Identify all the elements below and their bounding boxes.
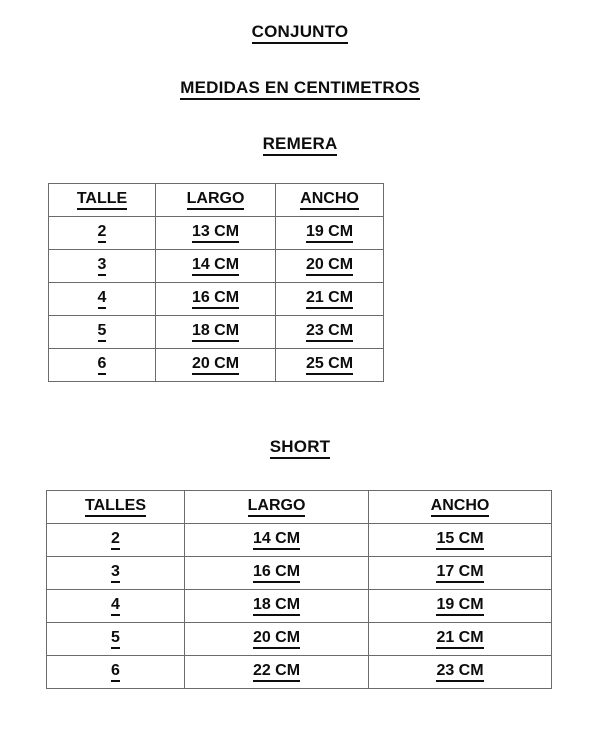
cell-text: 13 CM [192,224,239,243]
table-row [47,656,552,689]
column-header-ancho [369,491,552,524]
cell-ancho [369,656,552,689]
cell-text: 18 CM [192,323,239,342]
cell-largo [156,349,276,382]
table-row [47,524,552,557]
table-row [47,623,552,656]
table-header-row [47,491,552,524]
cell-text: 2 [98,224,107,243]
cell-ancho [369,590,552,623]
cell-text: 16 CM [192,290,239,309]
cell-talle [47,623,185,656]
table-row [49,283,384,316]
cell-text: 25 CM [306,356,353,375]
table-row [49,349,384,382]
cell-text: 21 CM [306,290,353,309]
cell-text: 19 CM [436,597,483,616]
cell-text: 3 [111,564,120,583]
size-table-remera [48,183,384,382]
cell-text: 17 CM [436,564,483,583]
cell-text: 22 CM [253,663,300,682]
table-row [49,217,384,250]
cell-talle [49,349,156,382]
cell-ancho [369,524,552,557]
section-heading-remera-text: REMERA [263,135,338,156]
cell-talle [49,217,156,250]
cell-text: 4 [111,597,120,616]
cell-text: 14 CM [253,531,300,550]
page-subtitle-text: MEDIDAS EN CENTIMETROS [180,79,420,100]
column-header-largo [185,491,369,524]
cell-largo [185,557,369,590]
column-header-text: TALLES [85,498,146,517]
cell-text: 20 CM [192,356,239,375]
page-subtitle [0,78,600,100]
table-row [47,590,552,623]
cell-text: 23 CM [306,323,353,342]
cell-text: 19 CM [306,224,353,243]
cell-text: 21 CM [436,630,483,649]
cell-talle [47,590,185,623]
section-heading-short [0,437,600,459]
column-header-talles [47,491,185,524]
column-header-ancho [276,184,384,217]
table-row [49,250,384,283]
cell-text: 23 CM [436,663,483,682]
cell-talle [49,283,156,316]
cell-largo [156,283,276,316]
column-header-text: ANCHO [300,191,359,210]
cell-ancho [276,316,384,349]
column-header-text: LARGO [248,498,306,517]
cell-text: 2 [111,531,120,550]
section-heading-remera [0,134,600,156]
cell-text: 6 [111,663,120,682]
cell-largo [156,316,276,349]
column-header-text: ANCHO [431,498,490,517]
table-header-row [49,184,384,217]
cell-talle [47,524,185,557]
cell-largo [185,656,369,689]
cell-text: 5 [98,323,107,342]
cell-ancho [369,557,552,590]
column-header-text: LARGO [187,191,245,210]
cell-text: 20 CM [306,257,353,276]
cell-largo [156,250,276,283]
column-header-largo [156,184,276,217]
cell-text: 16 CM [253,564,300,583]
cell-text: 6 [98,356,107,375]
cell-ancho [276,250,384,283]
cell-ancho [276,217,384,250]
cell-talle [49,316,156,349]
section-heading-short-text: SHORT [270,438,331,459]
cell-talle [47,656,185,689]
cell-talle [49,250,156,283]
cell-ancho [369,623,552,656]
page-title-text: CONJUNTO [252,23,349,44]
cell-text: 3 [98,257,107,276]
column-header-talle [49,184,156,217]
cell-largo [185,590,369,623]
column-header-text: TALLE [77,191,127,210]
page-title [0,22,600,44]
cell-text: 4 [98,290,107,309]
cell-text: 20 CM [253,630,300,649]
cell-talle [47,557,185,590]
cell-ancho [276,283,384,316]
cell-text: 18 CM [253,597,300,616]
cell-text: 5 [111,630,120,649]
cell-ancho [276,349,384,382]
table-row [49,316,384,349]
size-table-short [46,490,552,689]
cell-text: 15 CM [436,531,483,550]
table-row [47,557,552,590]
cell-largo [185,524,369,557]
cell-largo [185,623,369,656]
cell-text: 14 CM [192,257,239,276]
cell-largo [156,217,276,250]
